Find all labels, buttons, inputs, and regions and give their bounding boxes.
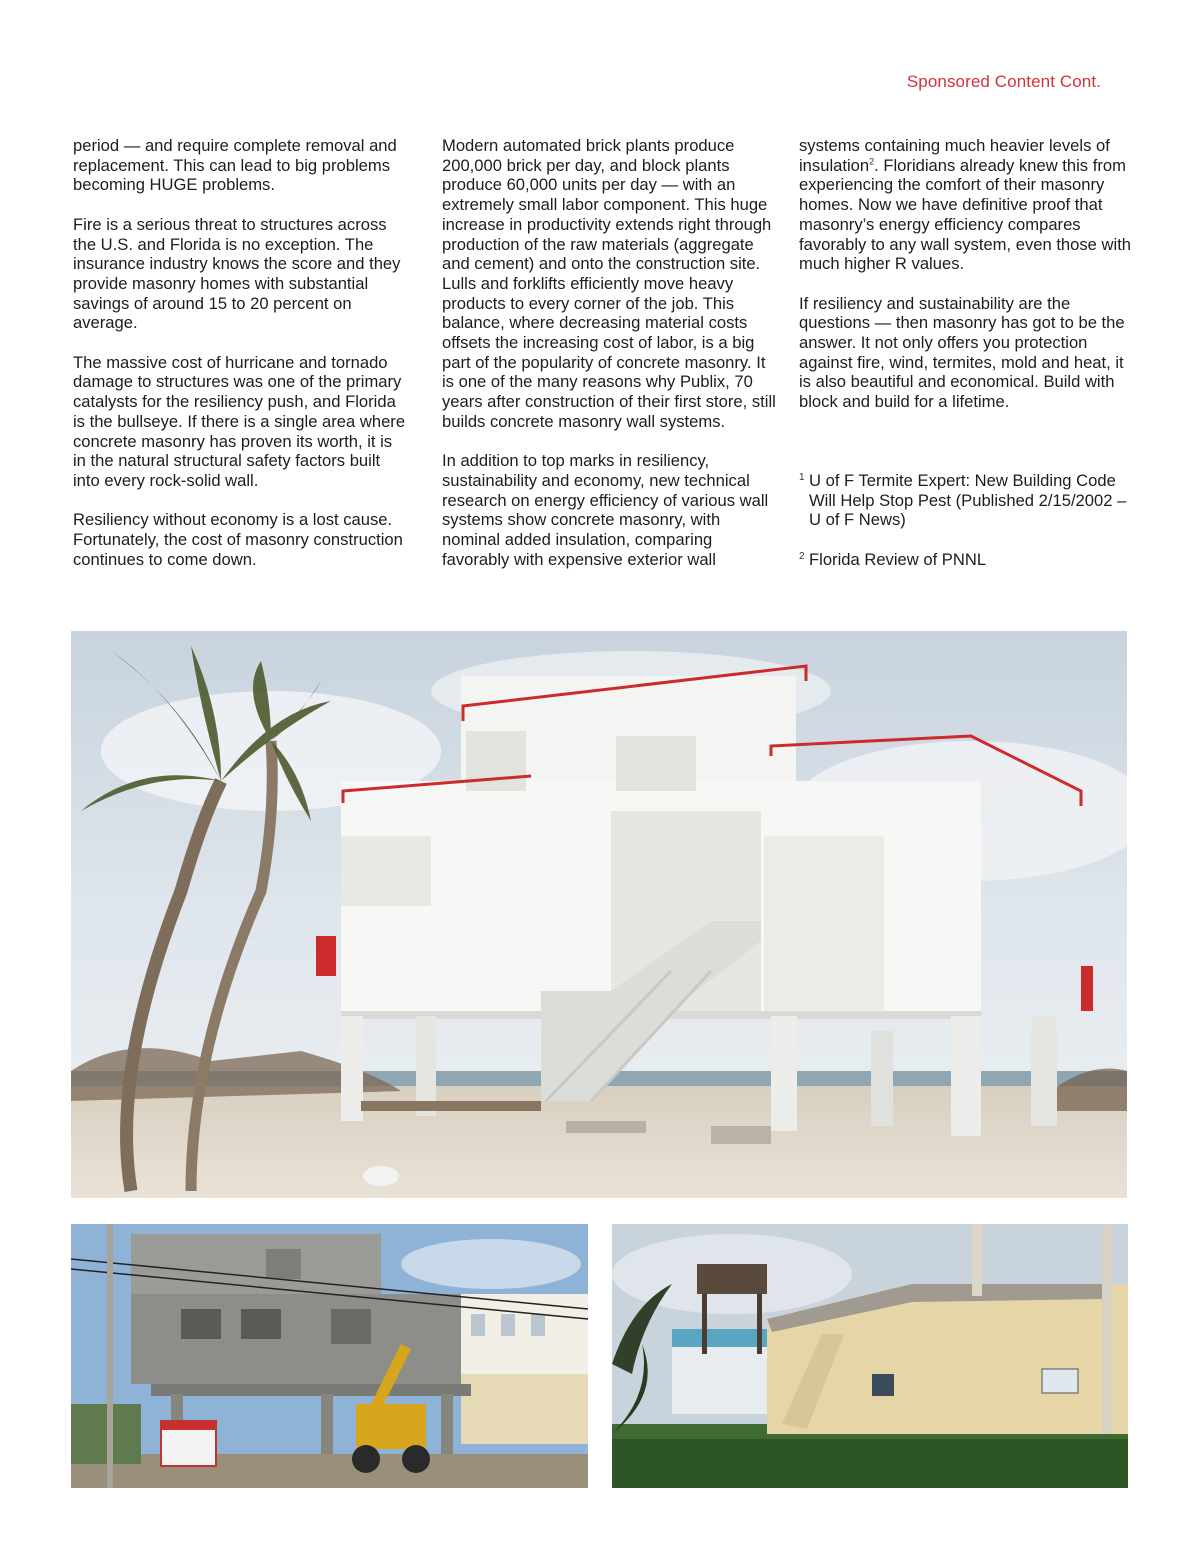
text-column-3 [799, 136, 1139, 569]
footnote-ref[interactable]: 2 [869, 156, 875, 167]
footnote-number: 1 [799, 471, 805, 483]
paragraph: Fire is a serious threat to structures across the U.S. and Florida is no exception. The insurance industry knows the score and they provide masonry homes with substantial savings of around 15 to 20 percent on average. [73, 214, 401, 333]
paragraph: The massive cost of hurricane and tornado damage to structures was one of the primary catalysts for the resiliency push, and Florida is the bullseye. If there is a single area where concrete masonry has proven its worth, it is in the natural structural safety factors built into every rock-solid wall. [73, 352, 406, 490]
storm-damaged-building-photo [612, 1224, 1128, 1488]
footnote [799, 471, 1139, 530]
text-column-2 [442, 136, 778, 589]
paragraph: Resiliency without economy is a lost cause. Fortunately, the cost of masonry construction continues to come down. [73, 510, 403, 569]
footnote [799, 550, 1139, 570]
block-house-construction-photo [71, 1224, 588, 1488]
paragraph: systems containing much heavier levels of insulation$^2$. Floridians already knew this from experiencing the comfort of their masonry homes. Now we have definitive proof that masonry’s energy efficiency compares favorably to any wall system, even those with much higher R values. [799, 136, 1132, 274]
masonry-beach-house-photo [71, 631, 1127, 1198]
paragraph: Modern automated brick plants produce 200,000 brick per day, and block plants produce 60,000 units per day — with an extremely small labor component. This huge increase in productivity extends right through production of the raw materials (aggregate and cement) and onto the construction site. Lulls and forklifts efficiently move heavy products to every corner of the job. This balance, where decreasing material costs offsets the increasing cost of labor, is a big part of the popularity of concrete masonry. It is one of the many reasons why Publix, 70 years after construction of their first store, still builds concrete masonry wall systems. [442, 136, 776, 431]
paragraph: In addition to top marks in resiliency, sustainability and economy, new technical research on energy efficiency of various wall systems show concrete masonry, with nominal added insulation, comparing favorably with expensive exterior wall [442, 451, 769, 569]
paragraph: period — and require complete removal and replacement. This can lead to big problems becoming HUGE problems. [73, 136, 397, 195]
footnote-number: 2 [799, 550, 805, 562]
paragraph: If resiliency and sustainability are the questions — then masonry has got to be the answer. It not only offers you protection against fire, wind, termites, mold and heat, it is also beautiful and economical. Build with block and build for a lifetime. [799, 293, 1125, 412]
text-column-1 [73, 136, 409, 589]
sponsored-content-label: Sponsored Content Cont. [906, 72, 1101, 91]
footnote-text: U of F Termite Expert: New Building Code Will Help Stop Pest (Published 2/15/2002 – U of F News) [809, 470, 1127, 530]
footnote-text: Florida Review of PNNL [809, 549, 987, 569]
